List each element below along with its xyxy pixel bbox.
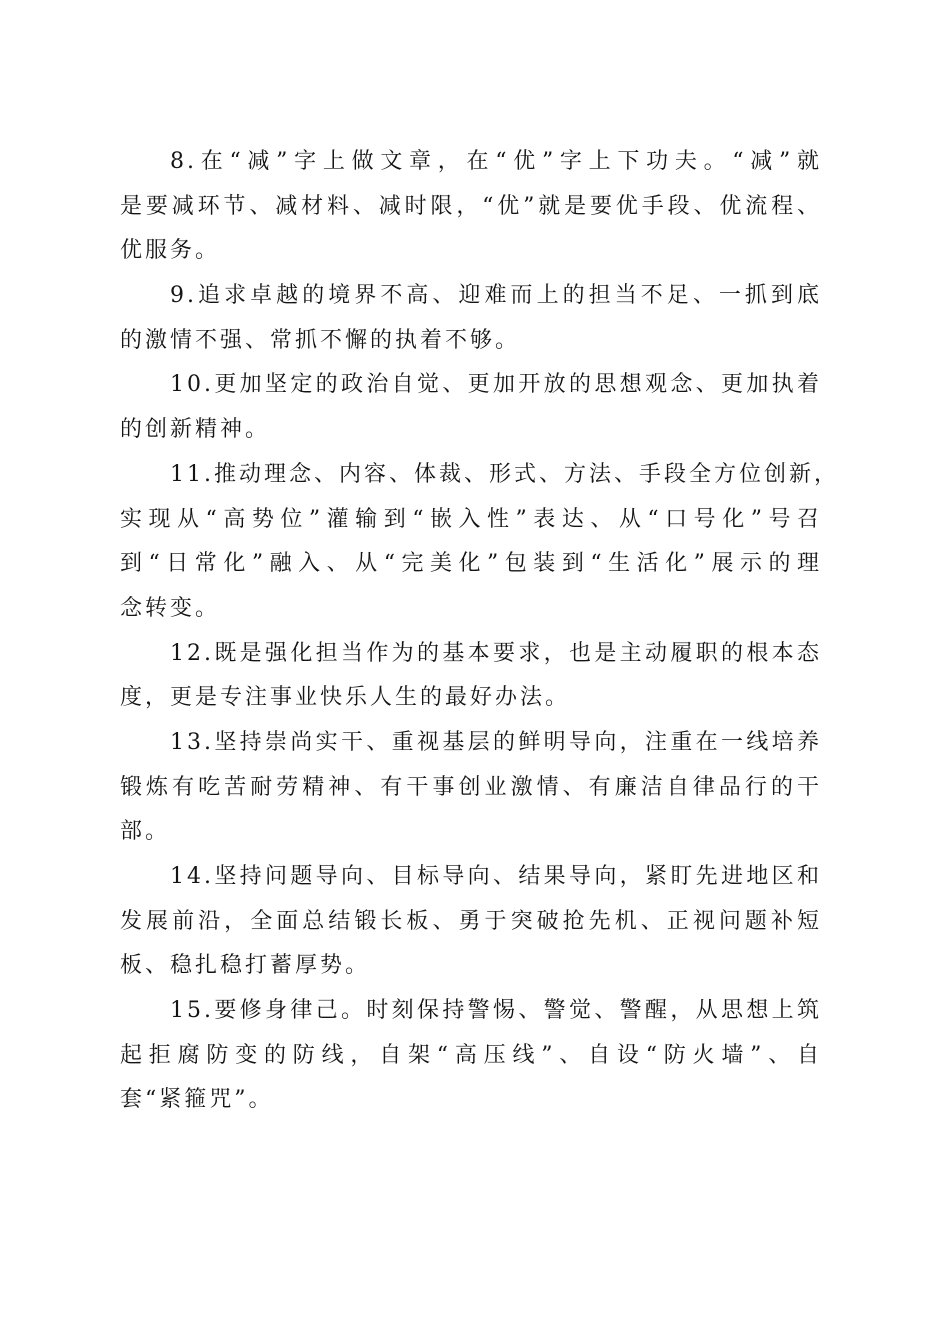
text-line: 实现从“高势位”灌输到“嵌入性”表达、从“口号化”号召 [120, 506, 822, 532]
paragraph-11 [120, 453, 839, 632]
paragraph-10 [120, 363, 822, 452]
text-line: 部。 [120, 819, 171, 845]
paragraph-13 [120, 721, 822, 855]
text-line: 的创新精神。 [120, 417, 271, 443]
text-line: 发展前沿，全面总结锻长板、勇于突破抢先机、正视问题补短 [120, 908, 822, 934]
text-line: 优服务。 [120, 238, 221, 264]
text-line: 13.坚持崇尚实干、重视基层的鲜明导向，注重在一线培养 [170, 729, 822, 755]
paragraph-12 [120, 632, 822, 721]
text-line: 11.推动理念、内容、体裁、形式、方法、手段全方位创新， [170, 461, 839, 487]
paragraph-15 [120, 989, 822, 1123]
text-line: 9.追求卓越的境界不高、迎难而上的担当不足、一抓到底 [170, 283, 822, 309]
paragraph-9 [120, 274, 822, 363]
document-body [120, 140, 839, 1123]
text-line: 是要减环节、减材料、减时限，“优”就是要优手段、优流程、 [120, 193, 822, 219]
text-line: 15.要修身律己。时刻保持警惕、警觉、警醒，从思想上筑 [170, 998, 822, 1024]
text-line: 8.在“减”字上做文章，在“优”字上下功夫。“减”就 [170, 149, 822, 174]
text-line: 套“紧箍咒”。 [120, 1087, 274, 1113]
text-line: 到“日常化”融入、从“完美化”包装到“生活化”展示的理 [120, 551, 822, 577]
text-line: 度，更是专注事业快乐人生的最好办法。 [120, 685, 571, 711]
paragraph-14 [120, 855, 822, 989]
text-line: 10.更加坚定的政治自觉、更加开放的思想观念、更加执着 [170, 372, 822, 398]
text-line: 念转变。 [120, 595, 221, 621]
text-line: 起拒腐防变的防线，自架“高压线”、自设“防火墙”、自 [120, 1042, 822, 1068]
text-line: 的激情不强、常抓不懈的执着不够。 [120, 327, 521, 353]
text-line: 12.既是强化担当作为的基本要求，也是主动履职的根本态 [170, 640, 822, 666]
text-line: 14.坚持问题导向、目标导向、结果导向，紧盯先进地区和 [170, 864, 822, 889]
text-line: 锻炼有吃苦耐劳精神、有干事创业激情、有廉洁自律品行的干 [120, 774, 822, 800]
text-line: 板、稳扎稳打蓄厚势。 [120, 953, 371, 979]
paragraph-8 [120, 140, 822, 274]
